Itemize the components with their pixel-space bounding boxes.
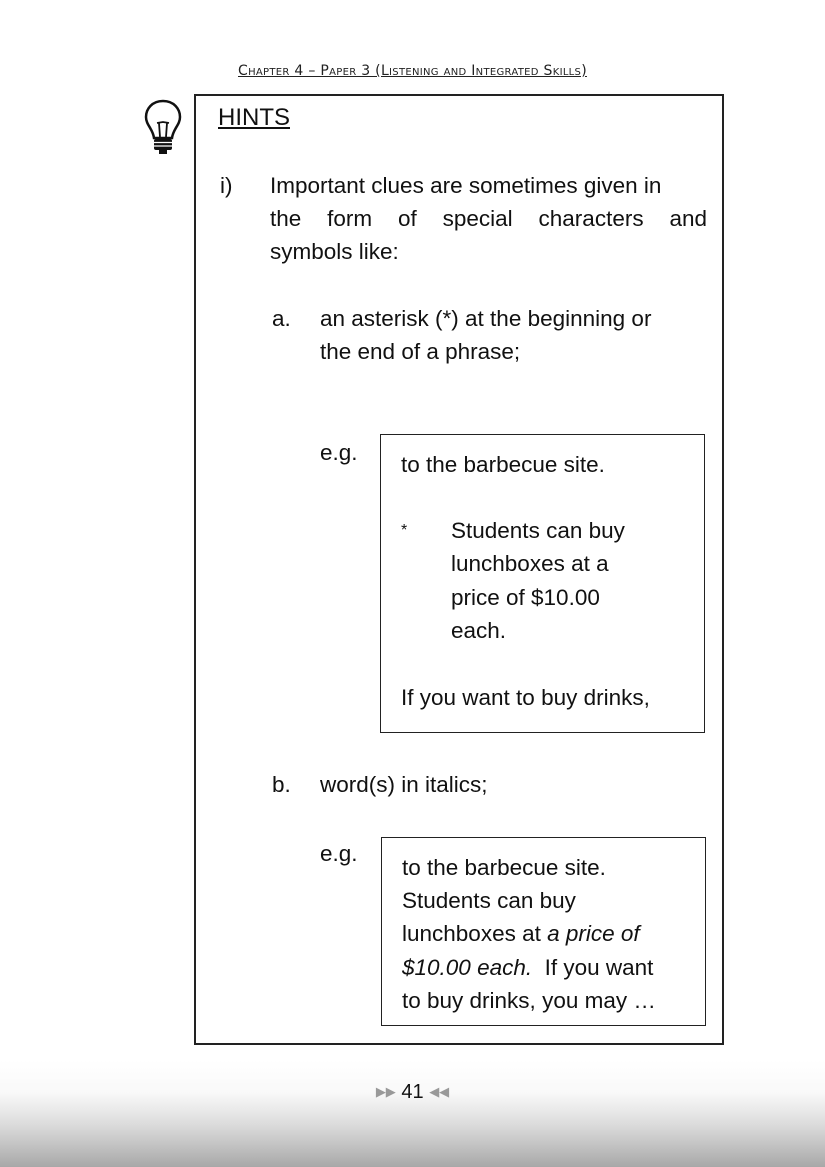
footer-band bbox=[0, 1060, 825, 1167]
example-b-line: to the barbecue site. bbox=[402, 855, 606, 880]
example-a-label: e.g. bbox=[320, 440, 358, 465]
example-b-line: to buy drinks, you may … bbox=[402, 988, 656, 1013]
page-number-row bbox=[0, 1081, 825, 1104]
italic-text: $10.00 each. bbox=[402, 955, 533, 980]
item-i-line: Important clues are sometimes given in bbox=[270, 173, 662, 198]
example-b-line bbox=[402, 917, 640, 950]
example-a-line: If you want to buy drinks, bbox=[401, 685, 650, 710]
item-b-marker: b. bbox=[272, 772, 291, 797]
text: lunchboxes at bbox=[402, 921, 548, 946]
italic-text: a price of bbox=[547, 921, 640, 946]
lightbulb-icon bbox=[143, 98, 183, 156]
example-a-line: to the barbecue site. bbox=[401, 452, 605, 477]
item-i-line: symbols like: bbox=[270, 239, 399, 264]
example-b-line bbox=[402, 951, 653, 984]
text: If you want bbox=[532, 955, 654, 980]
item-i-marker: i) bbox=[220, 173, 233, 198]
item-a-line: the end of a phrase; bbox=[320, 339, 521, 364]
word: special bbox=[442, 206, 513, 231]
item-a-line: an asterisk (*) at the beginning or bbox=[320, 306, 652, 331]
double-arrow-right-icon: ▶▶ bbox=[375, 1084, 396, 1099]
word: and bbox=[669, 206, 707, 231]
starred-line: Students can buy bbox=[451, 518, 625, 543]
word: the bbox=[270, 206, 302, 231]
starred-line: price of $10.00 bbox=[451, 585, 600, 610]
example-b-line: Students can buy bbox=[402, 888, 576, 913]
example-b-label: e.g. bbox=[320, 841, 358, 866]
asterisk-mark: * bbox=[401, 522, 408, 539]
word: of bbox=[398, 206, 417, 231]
starred-line: lunchboxes at a bbox=[451, 551, 609, 576]
item-b-line: word(s) in italics; bbox=[320, 772, 488, 797]
item-i-line-justified bbox=[270, 202, 707, 235]
word: characters bbox=[538, 206, 644, 231]
chapter-header: Chapter 4 – Paper 3 (Listening and Integrated Skills) bbox=[238, 63, 587, 79]
starred-line: each. bbox=[451, 618, 507, 643]
word: form bbox=[327, 206, 373, 231]
page-number: 41 bbox=[401, 1081, 424, 1103]
hints-title: HINTS bbox=[218, 104, 290, 131]
item-a-marker: a. bbox=[272, 306, 291, 331]
double-arrow-left-icon: ◀◀ bbox=[429, 1084, 450, 1099]
